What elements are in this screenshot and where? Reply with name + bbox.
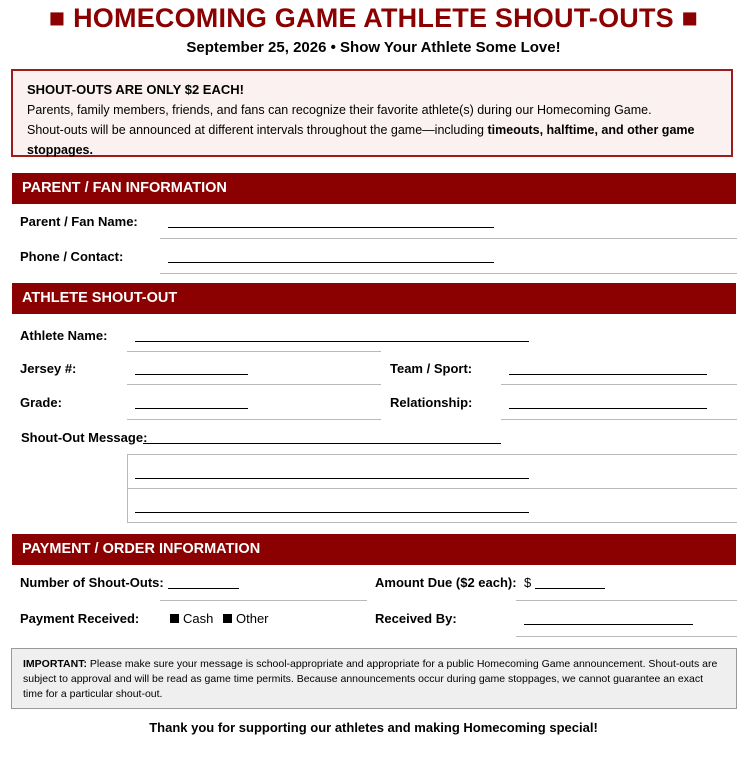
page-title: ■ HOMECOMING GAME ATHLETE SHOUT-OUTS ■: [48, 3, 699, 33]
athlete-name-field[interactable]: [135, 341, 529, 342]
row-divider: [127, 488, 737, 489]
amount-due-label: Amount Due ($2 each):: [375, 575, 517, 590]
row-divider: [501, 384, 737, 385]
shout-out-count-label: Number of Shout-Outs:: [20, 575, 164, 590]
other-option[interactable]: [223, 611, 269, 627]
message-field-line-3[interactable]: [135, 512, 529, 513]
other-option-label: Other: [236, 611, 269, 626]
row-divider: [127, 522, 737, 523]
important-label: IMPORTANT:: [23, 658, 87, 670]
phone-field[interactable]: [168, 262, 494, 263]
received-by-field[interactable]: [524, 624, 693, 625]
notice-line-2: [27, 120, 719, 160]
athlete-name-label: Athlete Name:: [20, 328, 108, 343]
notice-heading: SHOUT-OUTS ARE ONLY $2 EACH!: [27, 82, 244, 97]
message-field-line-2[interactable]: [135, 478, 529, 479]
notice-line-2-text: Shout-outs will be announced at different intervals throughout the game—including: [27, 123, 488, 137]
row-divider: [127, 454, 737, 455]
notice-line-1: Parents, family members, friends, and fans can recognize their favorite athlete(s) during our Homecoming Game.: [27, 103, 652, 117]
message-area-edge: [127, 455, 128, 523]
jersey-field[interactable]: [135, 374, 248, 375]
row-divider: [127, 351, 381, 352]
cash-option-label: Cash: [183, 611, 214, 626]
phone-label: Phone / Contact:: [20, 249, 124, 264]
section-header-athlete: ATHLETE SHOUT-OUT: [12, 283, 736, 314]
team-sport-field[interactable]: [509, 374, 707, 375]
relationship-field[interactable]: [509, 408, 707, 409]
message-label: Shout-Out Message:: [21, 430, 148, 445]
important-text: Please make sure your message is school-appropriate and appropriate for a public Homecoming Game announcement. Shout-outs are subject to approval and will be read as game time permits. Because announcements occur during game stoppages, we cannot guarantee an exact time for a particular shout-out.: [23, 658, 718, 700]
page-subtitle: September 25, 2026 • Show Your Athlete Some Love!: [186, 39, 561, 56]
footer-message: Thank you for supporting our athletes and making Homecoming special!: [149, 720, 598, 735]
amount-due-field[interactable]: [535, 588, 605, 589]
shout-out-count-field[interactable]: [168, 588, 239, 589]
jersey-label: Jersey #:: [20, 361, 77, 376]
payment-received-label: Payment Received:: [20, 611, 140, 626]
cash-option[interactable]: [170, 611, 213, 627]
grade-label: Grade:: [20, 395, 62, 410]
row-divider: [516, 600, 737, 601]
pricing-notice: [11, 69, 733, 157]
grade-field[interactable]: [135, 408, 248, 409]
row-divider: [160, 273, 737, 274]
parent-name-field[interactable]: [168, 227, 494, 228]
important-notice: [11, 648, 737, 709]
row-divider: [127, 419, 381, 420]
currency-symbol: $: [524, 575, 532, 590]
section-header-parent: PARENT / FAN INFORMATION: [12, 173, 736, 204]
parent-name-label: Parent / Fan Name:: [20, 214, 138, 229]
row-divider: [127, 384, 381, 385]
row-divider: [160, 238, 737, 239]
notice-line-2-bold: timeouts, halftime, and other game stoppages.: [27, 123, 695, 157]
team-sport-label: Team / Sport:: [390, 361, 473, 376]
message-field-line-1[interactable]: [143, 443, 501, 444]
cash-checkbox-icon[interactable]: [170, 614, 179, 623]
row-divider: [516, 636, 737, 637]
relationship-label: Relationship:: [390, 395, 473, 410]
other-checkbox-icon[interactable]: [223, 614, 232, 623]
row-divider: [160, 600, 367, 601]
section-header-payment: PAYMENT / ORDER INFORMATION: [12, 534, 736, 565]
row-divider: [501, 419, 737, 420]
received-by-label: Received By:: [375, 611, 457, 626]
